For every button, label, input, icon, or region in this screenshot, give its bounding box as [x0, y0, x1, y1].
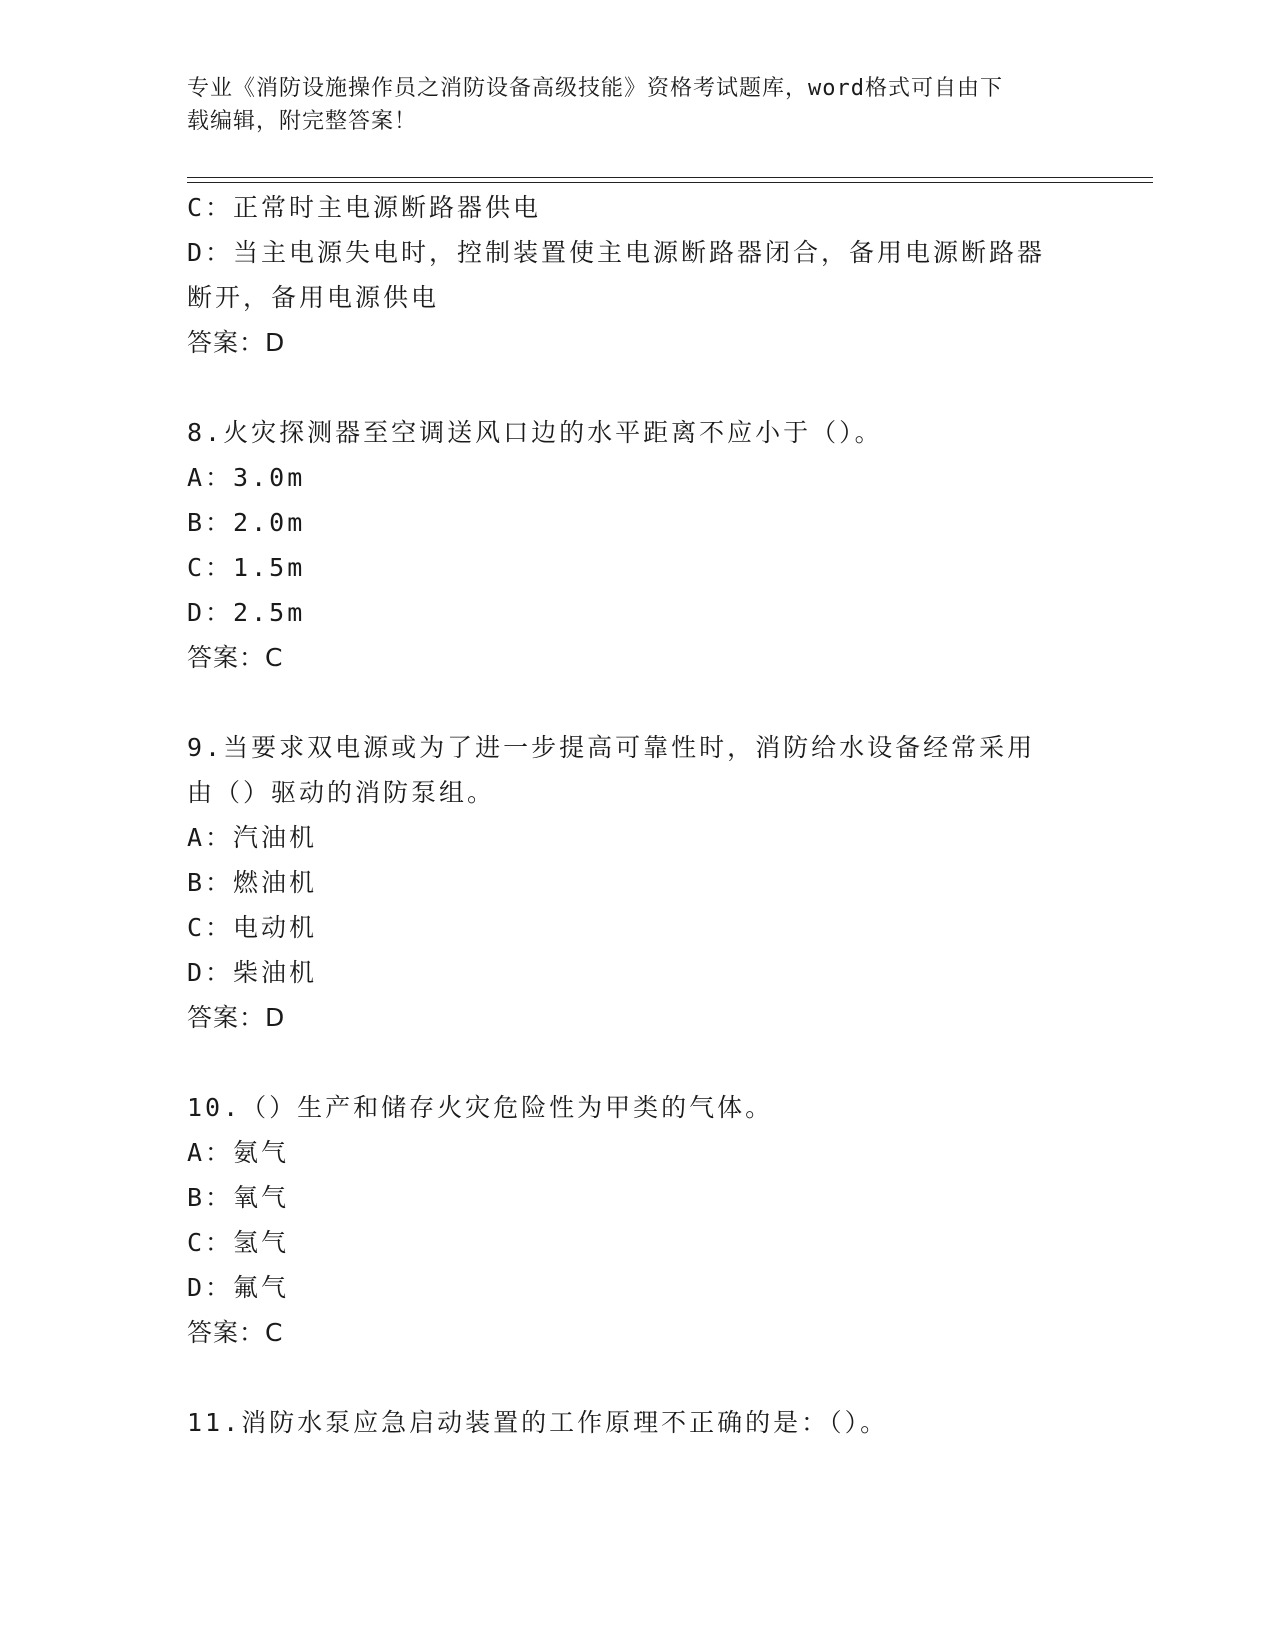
- q7-option-d-line-2: 断开，备用电源供电: [187, 283, 440, 312]
- header-line-1: 专业《消防设施操作员之消防设备高级技能》资格考试题库，word格式可自由下: [187, 76, 1003, 101]
- q8-option-a: A：3.0m: [187, 463, 306, 492]
- header-divider-bottom: [187, 182, 1153, 183]
- q10-option-a: A：氨气: [187, 1138, 290, 1167]
- q9-option-d: D：柴油机: [187, 958, 318, 987]
- header-line-2: 载编辑，附完整答案！: [187, 109, 418, 134]
- q10-option-b: B：氧气: [187, 1183, 290, 1212]
- q9-option-c: C：电动机: [187, 913, 318, 942]
- header-divider-top: [187, 177, 1153, 178]
- q8-option-b: B：2.0m: [187, 508, 306, 537]
- q8-option-c: C：1.5m: [187, 553, 306, 582]
- q9-answer: 答案：D: [187, 1003, 286, 1032]
- q10-stem: 10.（）生产和储存火灾危险性为甲类的气体。: [187, 1093, 774, 1122]
- q7-option-c: C：正常时主电源断路器供电: [187, 193, 542, 222]
- q7-option-d-line-1: D：当主电源失电时，控制装置使主电源断路器闭合，备用电源断路器: [187, 238, 1046, 267]
- q10-option-c: C：氢气: [187, 1228, 290, 1257]
- q9-stem-line-2: 由（）驱动的消防泵组。: [187, 778, 496, 807]
- document-header: [187, 72, 1067, 138]
- q8-answer: 答案：C: [187, 643, 284, 672]
- q11-stem: 11.消防水泵应急启动装置的工作原理不正确的是：（）。: [187, 1408, 889, 1437]
- q9-option-b: B：燃油机: [187, 868, 318, 897]
- q8-option-d: D：2.5m: [187, 598, 306, 627]
- q7-answer: 答案：D: [187, 328, 286, 357]
- q9-stem-line-1: 9.当要求双电源或为了进一步提高可靠性时，消防给水设备经常采用: [187, 733, 1036, 762]
- q10-answer: 答案：C: [187, 1318, 284, 1347]
- q9-option-a: A：汽油机: [187, 823, 318, 852]
- q8-stem: 8.火灾探测器至空调送风口边的水平距离不应小于（）。: [187, 418, 883, 447]
- q10-option-d: D：氟气: [187, 1273, 290, 1302]
